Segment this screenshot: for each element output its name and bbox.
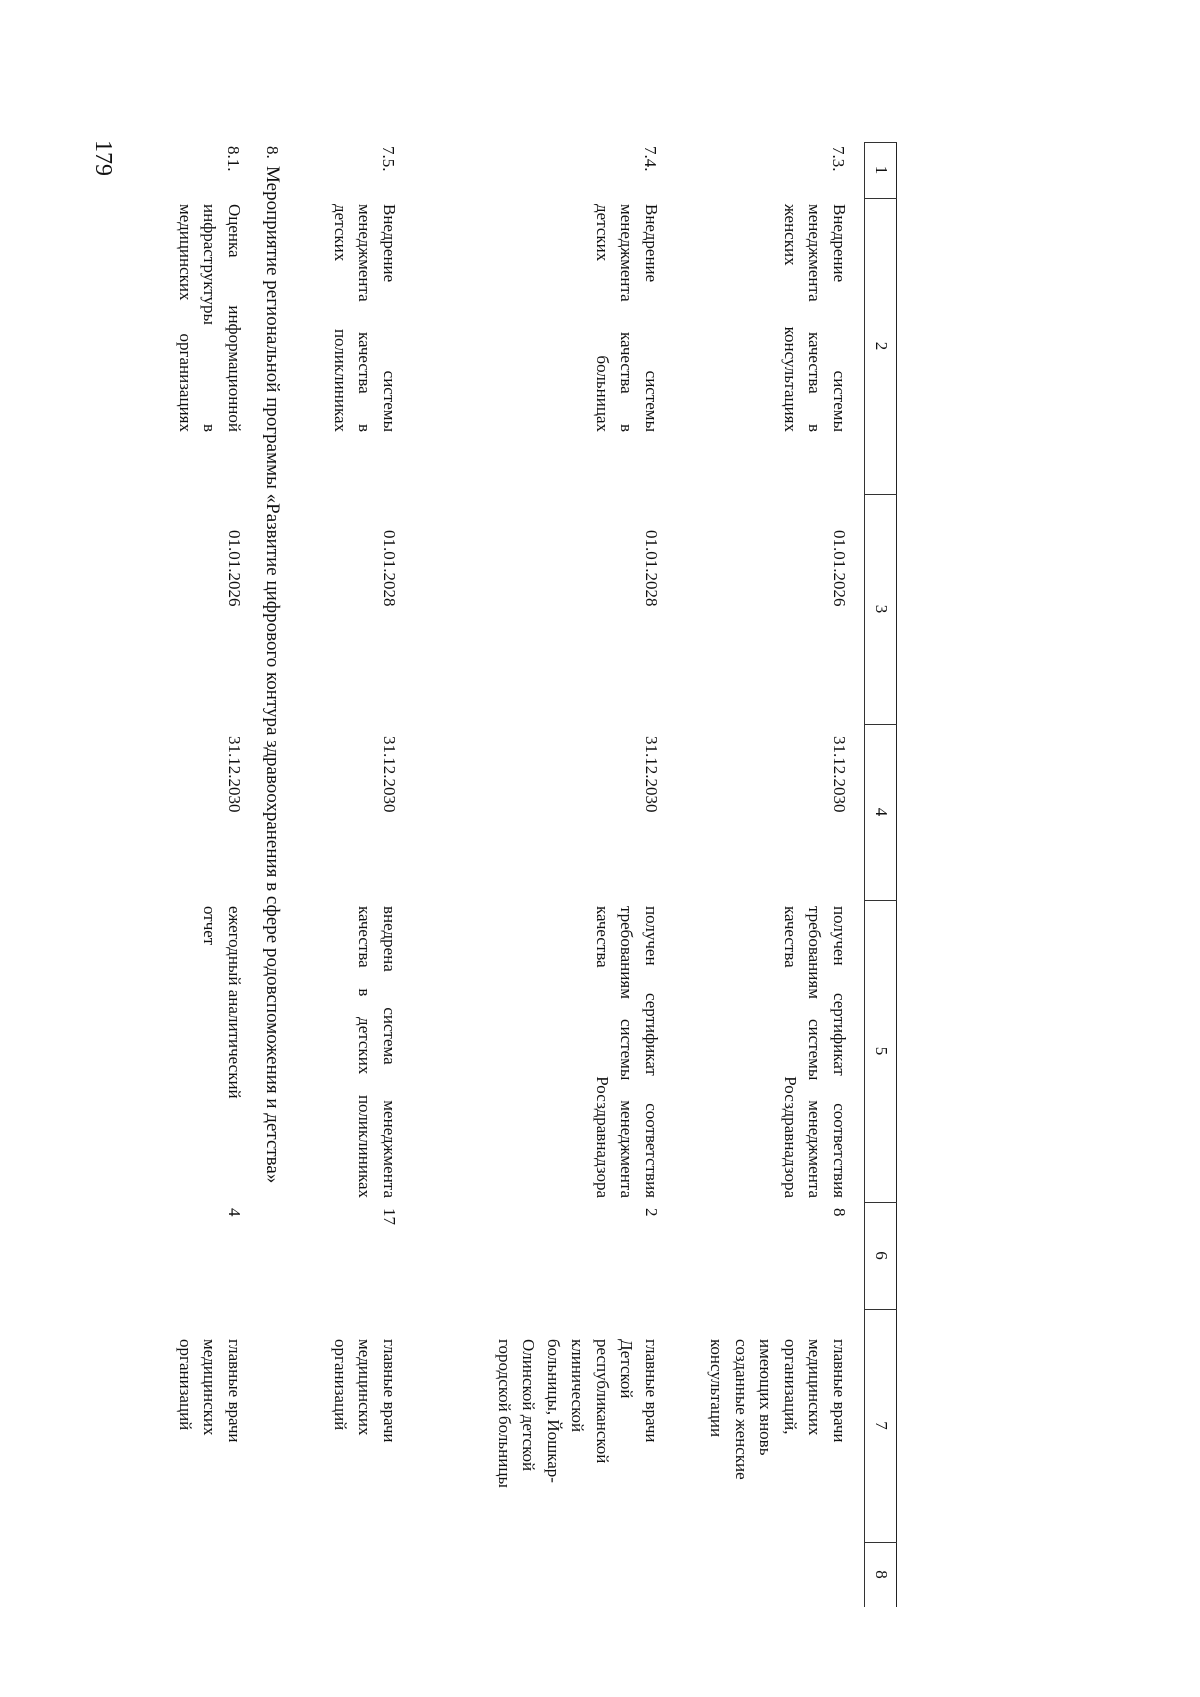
row-name: Внедрение системы менеджмента качества в детских поликлиниках (331, 204, 399, 432)
row-start-date: 01.01.2026 (830, 530, 849, 607)
plan-table (176, 142, 897, 1607)
header-col-8: 8 (872, 1570, 891, 1579)
row-count: 8 (830, 1208, 849, 1217)
section-number: 8. (263, 146, 282, 159)
row-responsible: главные врачи медицинских организаций, имеющих вновь созданные женские консультации (707, 1339, 849, 1480)
row-end-date: 31.12.2030 (225, 736, 244, 813)
header-col-6: 6 (872, 1251, 891, 1260)
row-result: внедрена система менеджмента качества в детских поликлиниках (355, 906, 399, 1198)
row-number: 8.1. (224, 146, 243, 172)
row-count: 2 (642, 1208, 661, 1217)
header-col-5: 5 (872, 1046, 891, 1056)
header-col-1: 1 (872, 165, 891, 175)
row-responsible: главные врачи медицинских организаций (176, 1339, 244, 1443)
row-responsible: главные врачи медицинских организаций (331, 1339, 399, 1443)
row-number: 7.3. (829, 146, 848, 172)
header-col-3: 3 (872, 604, 891, 614)
row-start-date: 01.01.2026 (225, 530, 244, 607)
row-result: получен сертификат соответствия требованиям системы менеджмента качества Росздравнадзора (593, 906, 661, 1198)
section-heading: Мероприятие региональной программы «Развитие цифрового контура здравоохранения в сфере родовспоможения и детства» (262, 166, 283, 1184)
row-end-date: 31.12.2030 (642, 736, 661, 813)
header-col-2: 2 (872, 341, 891, 351)
row-name: Оценка информационной инфраструктуры в медицинских организациях (176, 204, 244, 432)
row-count: 17 (380, 1208, 399, 1225)
row-result: ежегодный аналитический отчет (200, 906, 244, 1099)
row-end-date: 31.12.2030 (830, 736, 849, 813)
row-result: получен сертификат соответствия требованиям системы менеджмента качества Росздравнадзора (781, 906, 849, 1198)
row-name: Внедрение системы менеджмента качества в женских консультациях (781, 204, 849, 432)
header-col-7: 7 (872, 1421, 891, 1430)
row-end-date: 31.12.2030 (380, 736, 399, 813)
row-number: 7.4. (641, 146, 660, 172)
row-number: 7.5. (379, 146, 398, 172)
page-number: 179 (90, 140, 116, 176)
row-responsible: главные врачи Детской республиканской клинической больницы, Йошкар-Олинской детской городской больницы (495, 1339, 661, 1488)
row-start-date: 01.01.2028 (380, 530, 399, 607)
row-name: Внедрение системы менеджмента качества в детских больницах (593, 204, 661, 432)
row-count: 4 (225, 1208, 244, 1217)
row-start-date: 01.01.2028 (642, 530, 661, 607)
header-col-4: 4 (872, 807, 891, 817)
rotated-sheet (176, 142, 897, 1607)
